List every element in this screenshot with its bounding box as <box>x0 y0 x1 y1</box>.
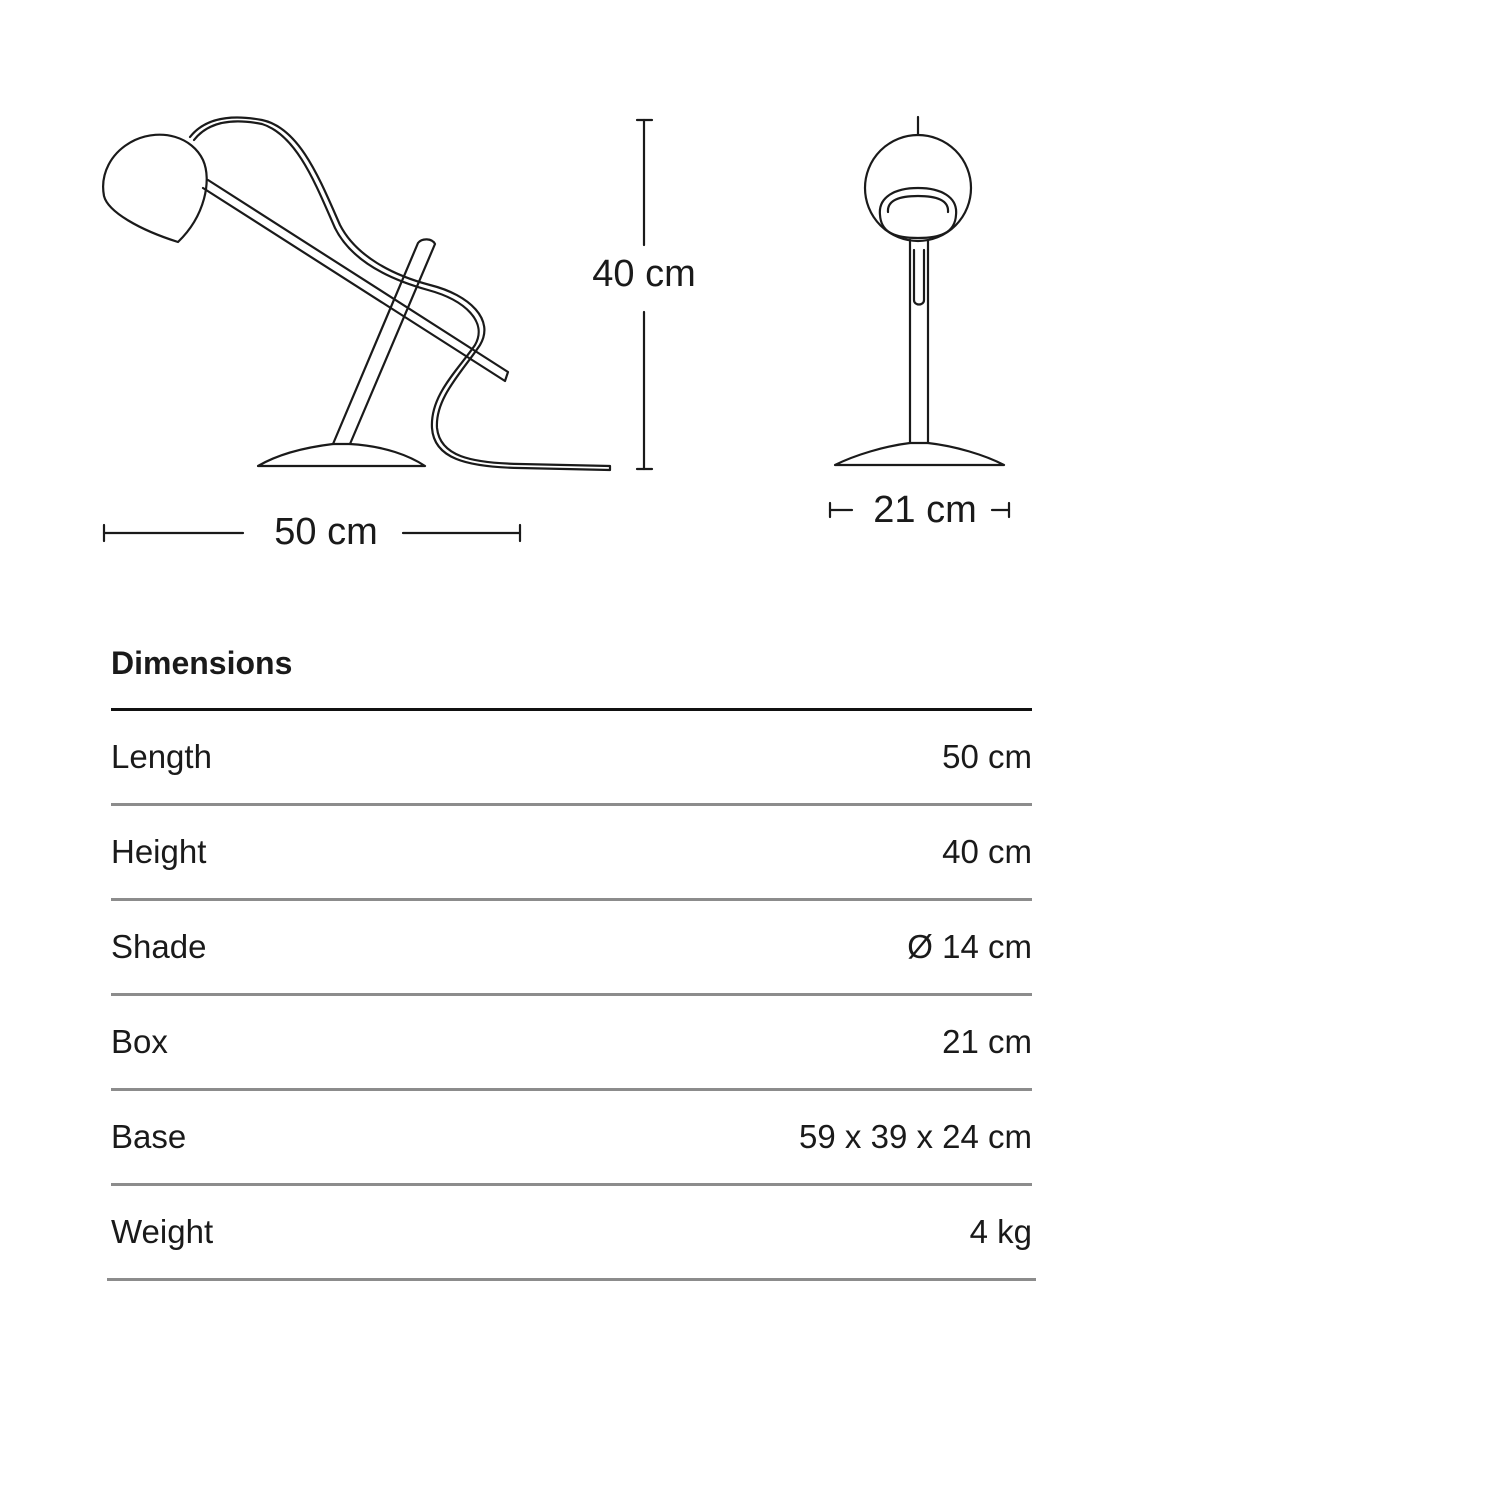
dimension-label-height: 40 cm <box>592 253 696 295</box>
spec-label: Shade <box>111 928 207 965</box>
spec-row-height <box>111 806 1032 901</box>
spec-row-shade <box>111 901 1032 996</box>
spec-label: Weight <box>111 1213 214 1250</box>
dimensions-title: Dimensions <box>111 640 1032 711</box>
spec-row-weight <box>107 1186 1036 1281</box>
spec-value: 50 cm <box>942 738 1032 775</box>
spec-label: Height <box>111 833 207 870</box>
spec-value: 40 cm <box>942 833 1032 870</box>
spec-row-base <box>111 1091 1032 1186</box>
lamp-front-view <box>835 117 1004 465</box>
side-cable <box>190 117 610 470</box>
spec-value: 21 cm <box>942 1023 1032 1060</box>
lamp-dimension-drawing <box>0 0 1500 600</box>
spec-value: Ø 14 cm <box>907 928 1032 965</box>
front-stem <box>910 240 928 443</box>
front-shade-inner <box>888 196 948 212</box>
front-stem-slot <box>914 250 924 305</box>
spec-value: 59 x 39 x 24 cm <box>799 1118 1032 1155</box>
dimension-label-width: 21 cm <box>873 489 977 531</box>
lamp-side-view <box>103 117 610 470</box>
spec-label: Box <box>111 1023 168 1060</box>
side-arm <box>203 180 508 381</box>
spec-label: Base <box>111 1118 187 1155</box>
spec-value: 4 kg <box>969 1213 1032 1250</box>
spec-label: Length <box>111 738 212 775</box>
front-base <box>835 443 1004 465</box>
dimensions-table <box>111 640 1032 1281</box>
spec-row-length <box>111 711 1032 806</box>
side-shade <box>103 135 207 242</box>
spec-row-box <box>111 996 1032 1091</box>
side-base <box>258 444 425 466</box>
dimension-label-length: 50 cm <box>274 511 378 553</box>
